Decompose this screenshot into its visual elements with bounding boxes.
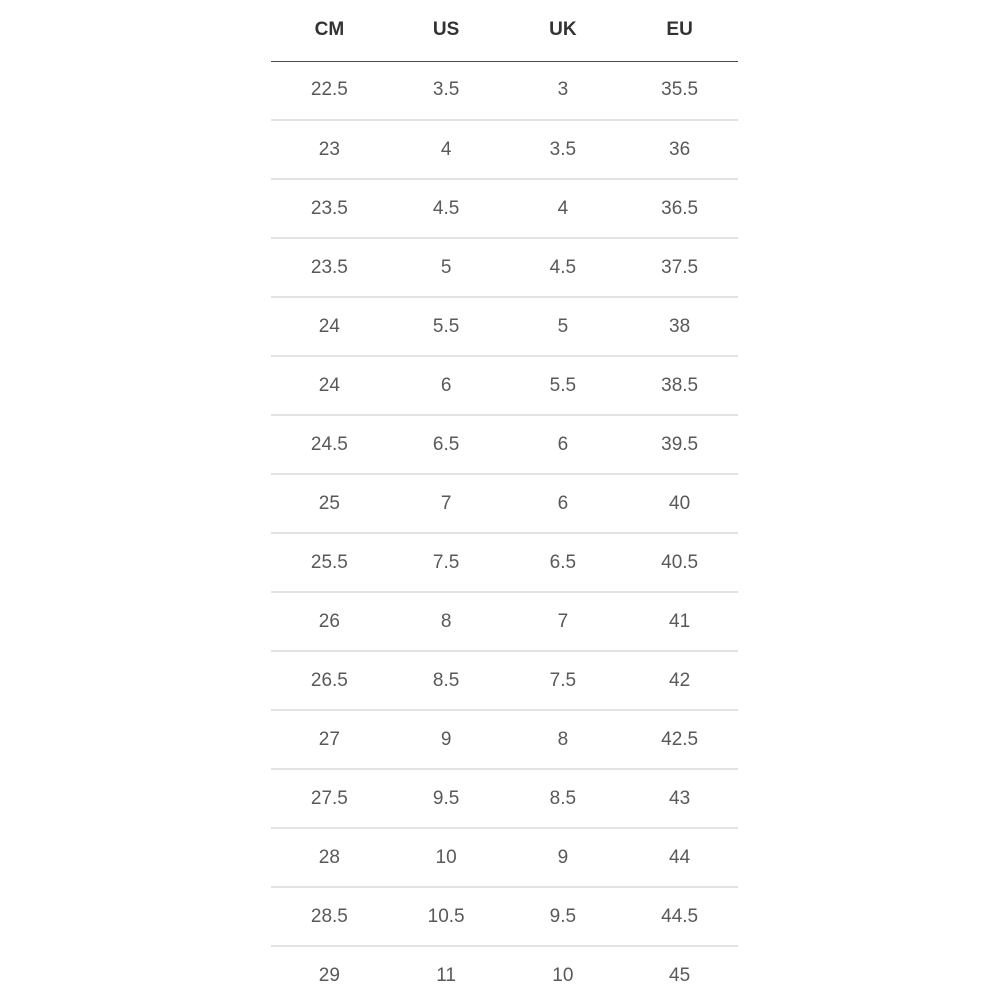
cell-cm: 23 (271, 120, 388, 179)
table-row (271, 651, 738, 710)
cell-eu: 38.5 (621, 356, 738, 415)
cell-eu: 45 (669, 965, 691, 986)
cell-uk: 9.5 (505, 887, 622, 946)
cell-us: 8 (388, 592, 505, 651)
cell-eu: 40 (621, 474, 738, 533)
cell-cm: 24.5 (271, 415, 388, 474)
cell-cm: 24 (271, 297, 388, 356)
cell-eu: 35.5 (621, 61, 738, 120)
cell-cm: 24 (271, 356, 388, 415)
cell-eu: 37.5 (621, 238, 738, 297)
cell-uk: 4 (505, 179, 622, 238)
table-row (271, 415, 738, 474)
cell-eu: 44 (621, 828, 738, 887)
table-row (271, 592, 738, 651)
cell-uk: 6.5 (505, 533, 622, 592)
cell-us: 6 (388, 356, 505, 415)
cell-us: 5 (388, 238, 505, 297)
column-header-cm: CM (271, 0, 388, 61)
table-row (271, 887, 738, 946)
cell-us: 10.5 (388, 887, 505, 946)
cell-us: 7.5 (388, 533, 505, 592)
cell-cm: 28 (271, 828, 388, 887)
column-header-uk: UK (505, 0, 622, 61)
table-row (271, 61, 738, 120)
cell-eu: 42 (621, 651, 738, 710)
cell-us: 3.5 (388, 61, 505, 120)
cell-eu: 42.5 (621, 710, 738, 769)
cell-eu: 36 (621, 120, 738, 179)
cell-eu: 43 (621, 769, 738, 828)
cell-cm: 27.5 (271, 769, 388, 828)
cell-cm: 27 (271, 710, 388, 769)
table-row (271, 356, 738, 415)
cell-uk: 5 (505, 297, 622, 356)
cell-cm: 26.5 (271, 651, 388, 710)
cell-cm: 23.5 (271, 179, 388, 238)
column-header-us: US (388, 0, 505, 61)
cell-us: 8.5 (388, 651, 505, 710)
cell-uk: 6 (505, 474, 622, 533)
cell-uk: 8 (505, 710, 622, 769)
cell-eu: 40.5 (621, 533, 738, 592)
table-header (271, 0, 738, 61)
cell-us: 7 (388, 474, 505, 533)
cell-uk: 6 (505, 415, 622, 474)
cell-us: 4.5 (388, 179, 505, 238)
table-row (271, 946, 738, 1005)
cell-cm: 26 (271, 592, 388, 651)
cell-cm: 25.5 (271, 533, 388, 592)
table-row (271, 769, 738, 828)
cell-us: 10 (388, 828, 505, 887)
cell-uk: 7 (505, 592, 622, 651)
cell-uk: 4.5 (505, 238, 622, 297)
cell-us: 4 (388, 120, 505, 179)
cell-eu: 41 (621, 592, 738, 651)
cell-us: 9 (388, 710, 505, 769)
cell-uk: 3 (505, 61, 622, 120)
table-row (271, 297, 738, 356)
cell-cm: 29 (318, 965, 340, 986)
table-body (271, 61, 738, 1005)
cell-uk: 5.5 (505, 356, 622, 415)
table-row (271, 179, 738, 238)
table-row (271, 710, 738, 769)
size-conversion-table (271, 0, 738, 1005)
cell-uk: 9 (505, 828, 622, 887)
cell-eu: 36.5 (621, 179, 738, 238)
cell-uk: 10 (552, 965, 574, 986)
cell-eu: 39.5 (621, 415, 738, 474)
cell-cm: 23.5 (271, 238, 388, 297)
cell-us: 6.5 (388, 415, 505, 474)
cell-cm: 28.5 (271, 887, 388, 946)
cell-us: 9.5 (388, 769, 505, 828)
table-row (271, 120, 738, 179)
cell-uk: 7.5 (505, 651, 622, 710)
table-row (271, 828, 738, 887)
table-row (271, 474, 738, 533)
cell-uk: 8.5 (505, 769, 622, 828)
cell-us: 5.5 (388, 297, 505, 356)
cell-eu: 38 (621, 297, 738, 356)
cell-us: 11 (436, 965, 456, 986)
header-row (271, 0, 738, 61)
cell-cm: 25 (271, 474, 388, 533)
table-row (271, 533, 738, 592)
cell-cm: 22.5 (271, 61, 388, 120)
table-row (271, 238, 738, 297)
cell-eu: 44.5 (621, 887, 738, 946)
cell-uk: 3.5 (505, 120, 622, 179)
column-header-eu: EU (621, 0, 738, 61)
